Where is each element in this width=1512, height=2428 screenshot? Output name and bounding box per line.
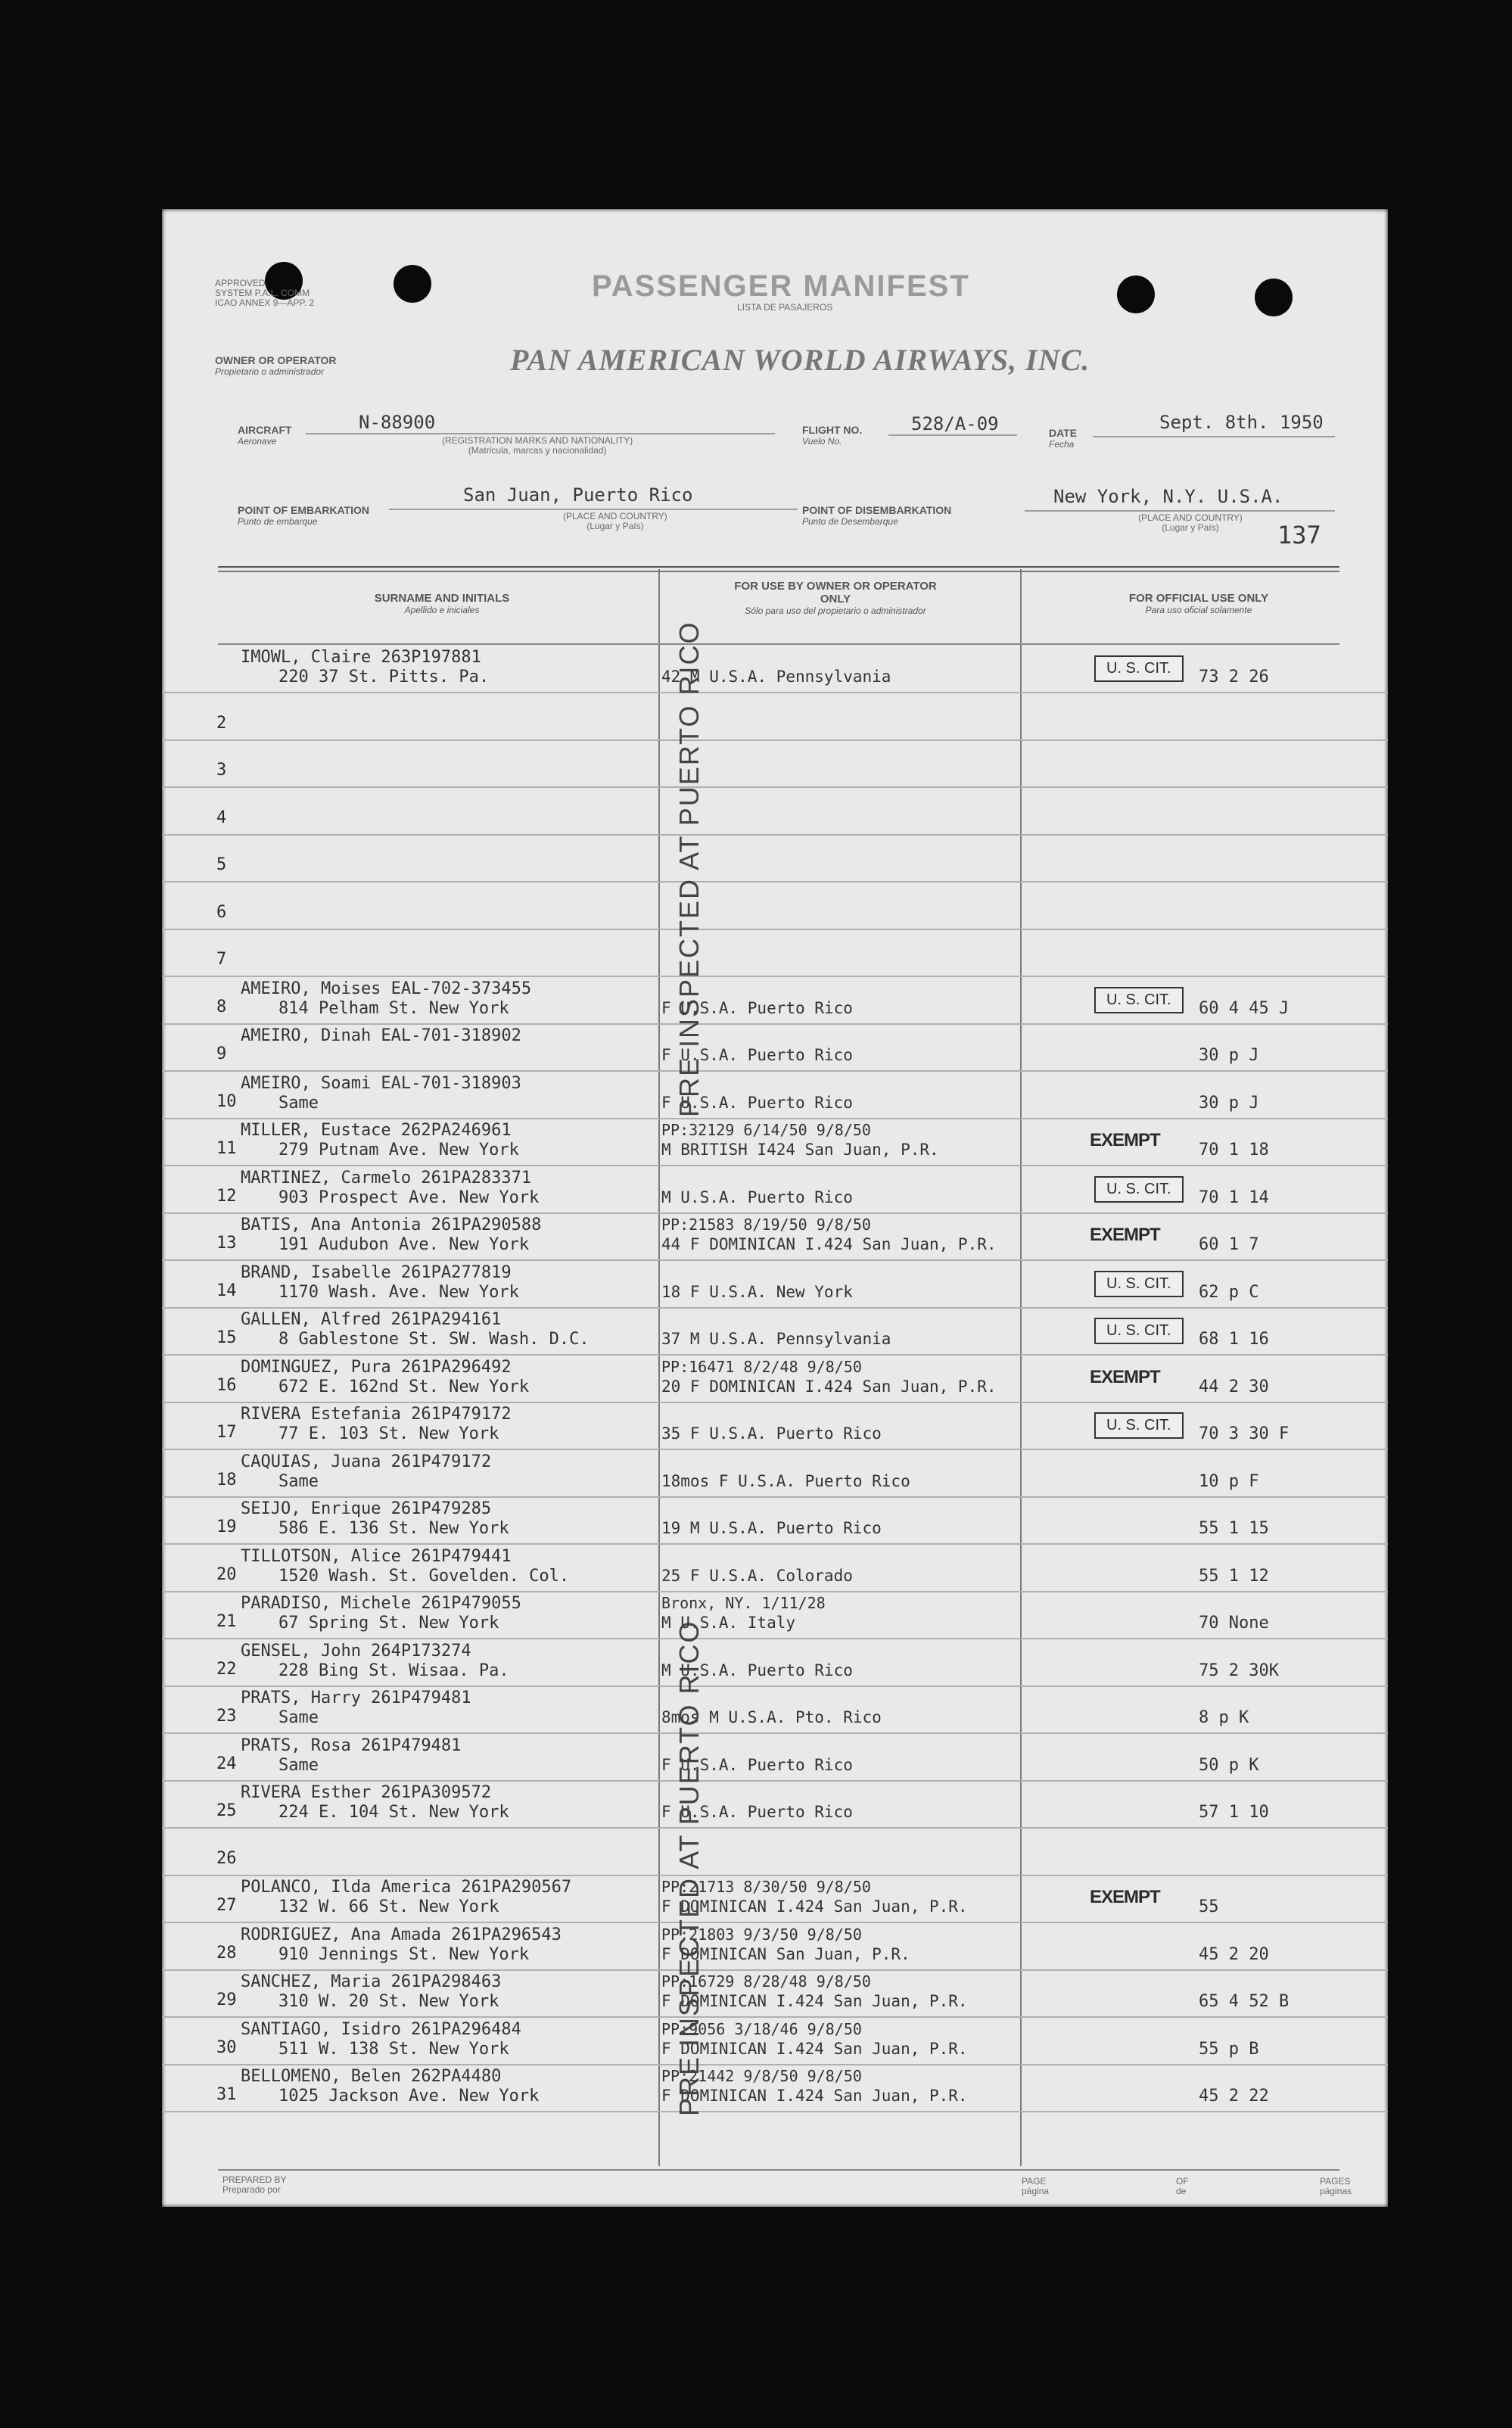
exempt-stamp: EXEMPT — [1090, 1887, 1160, 1907]
passenger-address: 191 Audubon Ave. New York — [278, 1235, 530, 1254]
nationality-info: F U.S.A. Puerto Rico — [661, 1093, 853, 1112]
table-row — [162, 929, 1388, 977]
nationality-info: M U.S.A. Puerto Rico — [661, 1188, 853, 1206]
passenger-name: POLANCO, Ilda America 261PA290567 — [241, 1878, 572, 1897]
nationality-info: 35 F U.S.A. Puerto Rico — [661, 1424, 882, 1443]
row-number: 6 — [216, 902, 227, 922]
aircraft-value: N-88900 — [359, 412, 436, 433]
nationality-info: 18mos F U.S.A. Puerto Rico — [661, 1471, 910, 1490]
nationality-info: F DOMINICAN I.424 San Juan, P.R. — [661, 1992, 968, 2010]
passenger-name: PARADISO, Michele 261P479055 — [241, 1594, 521, 1613]
table-row — [162, 1686, 1388, 1734]
table-row — [162, 882, 1388, 930]
pages-label: PAGES páginas — [1320, 2176, 1352, 2196]
passenger-address: 903 Prospect Ave. New York — [278, 1188, 540, 1207]
table-row — [162, 2064, 1388, 2112]
date-value: Sept. 8th. 1950 — [1159, 412, 1324, 433]
table-row — [162, 1969, 1388, 2018]
official-codes: 44 2 30 — [1199, 1377, 1269, 1396]
row-number: 15 — [216, 1328, 237, 1347]
table-row — [162, 1071, 1388, 1119]
row-number: 10 — [216, 1091, 237, 1111]
us-citizen-stamp: U. S. CIT. — [1094, 655, 1184, 682]
disembark-place-note: (PLACE AND COUNTRY) (Lugar y País) — [1138, 512, 1243, 533]
passenger-address: 910 Jennings St. New York — [278, 1944, 530, 1964]
official-codes: 70 None — [1199, 1614, 1269, 1633]
nationality-info: F DOMINICAN I.424 San Juan, P.R. — [661, 1897, 968, 1916]
row-number: 28 — [216, 1943, 237, 1963]
approval-note: APPROVED SYSTEM P.A.L. COMM ICAO ANNEX 9—APP. 2 — [215, 278, 315, 308]
table-row — [162, 1875, 1388, 1923]
company-name: PAN AMERICAN WORLD AIRWAYS, INC. — [510, 343, 1090, 377]
passenger-address: 220 37 St. Pitts. Pa. — [278, 668, 490, 686]
column-header-operator: FOR USE BY OWNER OR OPERATOR ONLY Sólo para uso del propietario o administrador — [734, 580, 937, 616]
passenger-name: SANTIAGO, Isidro 261PA296484 — [241, 2019, 521, 2039]
nationality-info: 18 F U.S.A. New York — [661, 1282, 853, 1301]
table-row — [162, 834, 1388, 882]
table-row — [162, 1023, 1388, 1072]
passenger-name: RODRIGUEZ, Ana Amada 261PA296543 — [241, 1925, 562, 1944]
row-number: 20 — [216, 1564, 237, 1584]
row-number: 13 — [216, 1234, 237, 1253]
operator-note: PP:16729 8/28/48 9/8/50 — [661, 1972, 871, 1991]
table-row — [162, 1212, 1388, 1261]
page-label: PAGE página — [1022, 2176, 1050, 2196]
passenger-name: GALLEN, Alfred 261PA294161 — [241, 1310, 502, 1329]
official-codes: 70 1 18 — [1199, 1141, 1269, 1160]
passenger-address: 814 Pelham St. New York — [278, 998, 509, 1018]
nationality-info: F DOMINICAN San Juan, P.R. — [661, 1944, 910, 1963]
aircraft-note: (REGISTRATION MARKS AND NATIONALITY) (Matricula, marcas y nacionalidad) — [442, 435, 633, 456]
passenger-name: DOMINGUEZ, Pura 261PA296492 — [241, 1357, 512, 1377]
official-codes: 55 — [1199, 1897, 1219, 1916]
official-codes: 68 1 16 — [1199, 1330, 1269, 1349]
table-row — [162, 1544, 1388, 1592]
official-codes: 30 p J — [1199, 1046, 1259, 1065]
operator-note: Bronx, NY. 1/11/28 — [661, 1594, 826, 1612]
manifest-title-es: LISTA DE PASAJEROS — [737, 302, 833, 313]
embark-label: POINT OF EMBARKATION Punto de embarque — [238, 504, 369, 527]
passenger-name: RIVERA Esther 261PA309572 — [241, 1783, 492, 1802]
exempt-stamp: EXEMPT — [1090, 1225, 1160, 1245]
nationality-info: M BRITISH I424 San Juan, P.R. — [661, 1141, 939, 1159]
passenger-name: BRAND, Isabelle 261PA277819 — [241, 1262, 512, 1282]
table-top-rule — [218, 566, 1339, 568]
table-row — [162, 1496, 1388, 1545]
passenger-name: SANCHEZ, Maria 261PA298463 — [241, 1972, 502, 1991]
nationality-info: 44 F DOMINICAN I.424 San Juan, P.R. — [661, 1235, 997, 1253]
row-number: 11 — [216, 1139, 237, 1158]
passenger-address: 310 W. 20 St. New York — [278, 1992, 499, 2011]
passenger-name: PRATS, Harry 261P479481 — [241, 1689, 471, 1707]
rule — [389, 509, 798, 510]
passenger-name: BATIS, Ana Antonia 261PA290588 — [241, 1216, 542, 1234]
us-citizen-stamp: U. S. CIT. — [1094, 1318, 1184, 1344]
passenger-address: 1025 Jackson Ave. New York — [278, 2087, 540, 2106]
passenger-address: 279 Putnam Ave. New York — [278, 1141, 519, 1160]
punch-hole — [394, 265, 431, 303]
passenger-address: Same — [278, 1093, 319, 1113]
nationality-info: F U.S.A. Puerto Rico — [661, 1046, 853, 1064]
us-citizen-stamp: U. S. CIT. — [1094, 1271, 1184, 1297]
owner-label: OWNER OR OPERATOR Propietario o administrador — [215, 354, 337, 377]
row-number: 25 — [216, 1801, 237, 1820]
embark-value: San Juan, Puerto Rico — [463, 484, 693, 506]
flight-value: 528/A-09 — [911, 413, 999, 434]
passenger-name: GENSEL, John 264P173274 — [241, 1641, 471, 1661]
passenger-name: CAQUIAS, Juana 261P479172 — [241, 1452, 492, 1471]
official-codes: 70 3 30 F — [1199, 1424, 1290, 1443]
embark-place-note: (PLACE AND COUNTRY) (Lugar y País) — [563, 511, 667, 531]
disembark-value: New York, N.Y. U.S.A. — [1053, 486, 1283, 507]
official-codes: 10 p F — [1199, 1471, 1259, 1491]
rule — [888, 434, 1017, 436]
passenger-name: MILLER, Eustace 262PA246961 — [241, 1121, 512, 1140]
official-codes: 70 1 14 — [1199, 1188, 1269, 1207]
table-row — [162, 739, 1388, 788]
row-number: 27 — [216, 1896, 237, 1915]
passenger-address: 586 E. 136 St. New York — [278, 1519, 509, 1538]
official-codes: 75 2 30K — [1199, 1661, 1279, 1680]
passenger-name: MARTINEZ, Carmelo 261PA283371 — [241, 1168, 532, 1188]
prepared-by-label: PREPARED BY Preparado por — [222, 2174, 287, 2195]
nationality-info: F U.S.A. Puerto Rico — [661, 998, 853, 1017]
us-citizen-stamp: U. S. CIT. — [1094, 1412, 1184, 1439]
passenger-name: AMEIRO, Soami EAL-701-318903 — [241, 1073, 521, 1093]
nationality-info: 19 M U.S.A. Puerto Rico — [661, 1519, 882, 1537]
passenger-address: 224 E. 104 St. New York — [278, 1803, 509, 1822]
official-codes: 45 2 22 — [1199, 2087, 1269, 2106]
row-number: 2 — [216, 713, 227, 733]
operator-note: PP:21583 8/19/50 9/8/50 — [661, 1216, 871, 1234]
disembark-label: POINT OF DISEMBARKATION Punto de Desembarque — [802, 504, 952, 527]
passenger-name: AMEIRO, Moises EAL-702-373455 — [241, 979, 532, 998]
row-number: 29 — [216, 1991, 237, 2009]
table-row — [162, 1591, 1388, 1639]
passenger-address: Same — [278, 1471, 319, 1491]
official-codes: 45 2 20 — [1199, 1944, 1269, 1964]
table-row — [162, 1402, 1388, 1450]
table-row — [162, 645, 1388, 693]
row-number: 23 — [216, 1707, 237, 1726]
passenger-address: 67 Spring St. New York — [278, 1614, 499, 1633]
nationality-info: M U.S.A. Italy — [661, 1614, 796, 1632]
date-label: DATE Fecha — [1049, 427, 1078, 450]
row-number: 9 — [216, 1044, 227, 1063]
passenger-address: Same — [278, 1708, 319, 1727]
official-codes: 62 p C — [1199, 1282, 1259, 1302]
row-number: 30 — [216, 2037, 237, 2057]
passenger-address: 77 E. 103 St. New York — [278, 1424, 499, 1443]
table-row — [162, 1118, 1388, 1166]
pre-inspected-stamp: PRE INSPECTED AT PUERTO RICO — [674, 621, 705, 1117]
passenger-address: 132 W. 66 St. New York — [278, 1897, 499, 1916]
table-top-rule — [218, 571, 1339, 572]
row-number: 12 — [216, 1186, 237, 1206]
passenger-address: 1520 Wash. St. Govelden. Col. — [278, 1566, 570, 1586]
official-codes: 30 p J — [1199, 1093, 1259, 1113]
nationality-info: 25 F U.S.A. Colorado — [661, 1566, 853, 1585]
punch-hole — [1255, 279, 1293, 316]
row-number: 8 — [216, 997, 227, 1016]
us-citizen-stamp: U. S. CIT. — [1094, 987, 1184, 1013]
table-row — [162, 693, 1388, 741]
passenger-name: RIVERA Estefania 261P479172 — [241, 1405, 512, 1424]
table-row — [162, 1307, 1388, 1356]
passenger-name: TILLOTSON, Alice 261P479441 — [241, 1546, 512, 1566]
nationality-info: 37 M U.S.A. Pennsylvania — [661, 1330, 891, 1348]
passenger-address: 8 Gablestone St. SW. Wash. D.C. — [278, 1330, 590, 1349]
passenger-name: PRATS, Rosa 261P479481 — [241, 1735, 462, 1755]
official-codes: 57 1 10 — [1199, 1803, 1269, 1822]
row-number: 26 — [216, 1848, 237, 1868]
row-number: 18 — [216, 1470, 237, 1489]
column-header-passenger: SURNAME AND INITIALS Apellido e iniciales — [374, 592, 510, 615]
row-number: 3 — [216, 761, 227, 780]
official-codes: 55 1 12 — [1199, 1566, 1269, 1586]
passenger-name: IMOWL, Claire 263P197881 — [241, 648, 481, 667]
official-codes: 60 1 7 — [1199, 1235, 1259, 1254]
table-row — [162, 787, 1388, 836]
official-codes: 65 4 52 B — [1199, 1992, 1290, 2011]
row-number: 16 — [216, 1375, 237, 1395]
exempt-stamp: EXEMPT — [1090, 1366, 1160, 1387]
row-number: 19 — [216, 1518, 237, 1536]
row-number: 21 — [216, 1612, 237, 1631]
official-codes: 55 1 15 — [1199, 1519, 1269, 1538]
passenger-address: 672 E. 162nd St. New York — [278, 1377, 530, 1396]
operator-note: PP:32129 6/14/50 9/8/50 — [661, 1121, 871, 1139]
row-number: 24 — [216, 1754, 237, 1773]
passenger-address: Same — [278, 1755, 319, 1775]
official-codes: 60 4 45 J — [1199, 998, 1290, 1018]
row-number: 17 — [216, 1423, 237, 1442]
nationality-info: F U.S.A. Puerto Rico — [661, 1803, 853, 1821]
passenger-address: 228 Bing St. Wisaa. Pa. — [278, 1661, 509, 1680]
nationality-info: F DOMINICAN I.424 San Juan, P.R. — [661, 2039, 968, 2058]
passenger-name: SEIJO, Enrique 261P479285 — [241, 1499, 492, 1518]
table-row — [162, 1355, 1388, 1403]
passenger-address: 1170 Wash. Ave. New York — [278, 1282, 519, 1302]
operator-note: PP:16471 8/2/48 9/8/50 — [661, 1357, 862, 1376]
operator-note: PP:21442 9/8/50 9/8/50 — [661, 2067, 862, 2085]
punch-hole — [1117, 275, 1155, 313]
exempt-stamp: EXEMPT — [1090, 1130, 1160, 1150]
manifest-title: PASSENGER MANIFEST — [592, 269, 970, 303]
pre-inspected-stamp: PRE INSPECTED AT PUERTO RICO — [674, 1620, 705, 2116]
us-citizen-stamp: U. S. CIT. — [1094, 1176, 1184, 1203]
page-number: 137 — [1277, 521, 1321, 549]
nationality-info: F DOMINICAN I.424 San Juan, P.R. — [661, 2087, 968, 2105]
official-codes: 73 2 26 — [1199, 668, 1269, 686]
table-row — [162, 1260, 1388, 1309]
operator-note: PP:21803 9/3/50 9/8/50 — [661, 1925, 862, 1944]
row-number: 31 — [216, 2085, 237, 2104]
table-row — [162, 976, 1388, 1025]
passenger-address: 511 W. 138 St. New York — [278, 2039, 509, 2059]
table-row — [162, 1922, 1388, 1971]
passenger-name: AMEIRO, Dinah EAL-701-318902 — [241, 1026, 521, 1045]
rule — [1025, 510, 1335, 512]
of-label: OF de — [1176, 2176, 1189, 2196]
nationality-info: 8mos M U.S.A. Pto. Rico — [661, 1708, 882, 1726]
table-row — [162, 1166, 1388, 1214]
column-header-official: FOR OFFICIAL USE ONLY Para uso oficial solamente — [1128, 592, 1269, 615]
footer-rule — [218, 2169, 1339, 2171]
official-codes: 55 p B — [1199, 2039, 1259, 2059]
row-number: 5 — [216, 855, 227, 874]
manifest-sheet — [162, 209, 1388, 2207]
table-row — [162, 1639, 1388, 1687]
table-row — [162, 1449, 1388, 1498]
flight-label: FLIGHT NO. Vuelo No. — [802, 424, 863, 447]
rule — [306, 433, 775, 434]
passenger-name: BELLOMENO, Belen 262PA4480 — [241, 2067, 502, 2086]
table-row — [162, 2017, 1388, 2065]
nationality-info: F U.S.A. Puerto Rico — [661, 1755, 853, 1774]
nationality-info: 20 F DOMINICAN I.424 San Juan, P.R. — [661, 1377, 997, 1396]
nationality-info: 42 M U.S.A. Pennsylvania — [661, 668, 891, 686]
table-row — [162, 1733, 1388, 1782]
row-number: 22 — [216, 1659, 237, 1679]
row-number: 4 — [216, 808, 227, 827]
operator-note: PP:21713 8/30/50 9/8/50 — [661, 1878, 871, 1896]
official-codes: 8 p K — [1199, 1708, 1249, 1727]
row-number: 7 — [216, 950, 227, 969]
aircraft-label: AIRCRAFT Aeronave — [238, 424, 292, 447]
table-row — [162, 1828, 1388, 1876]
official-codes: 50 p K — [1199, 1755, 1259, 1775]
operator-note: PP:9056 3/18/46 9/8/50 — [661, 2019, 862, 2038]
row-number: 14 — [216, 1281, 237, 1300]
rule — [1093, 436, 1335, 437]
table-row — [162, 1780, 1388, 1829]
nationality-info: M U.S.A. Puerto Rico — [661, 1661, 853, 1679]
